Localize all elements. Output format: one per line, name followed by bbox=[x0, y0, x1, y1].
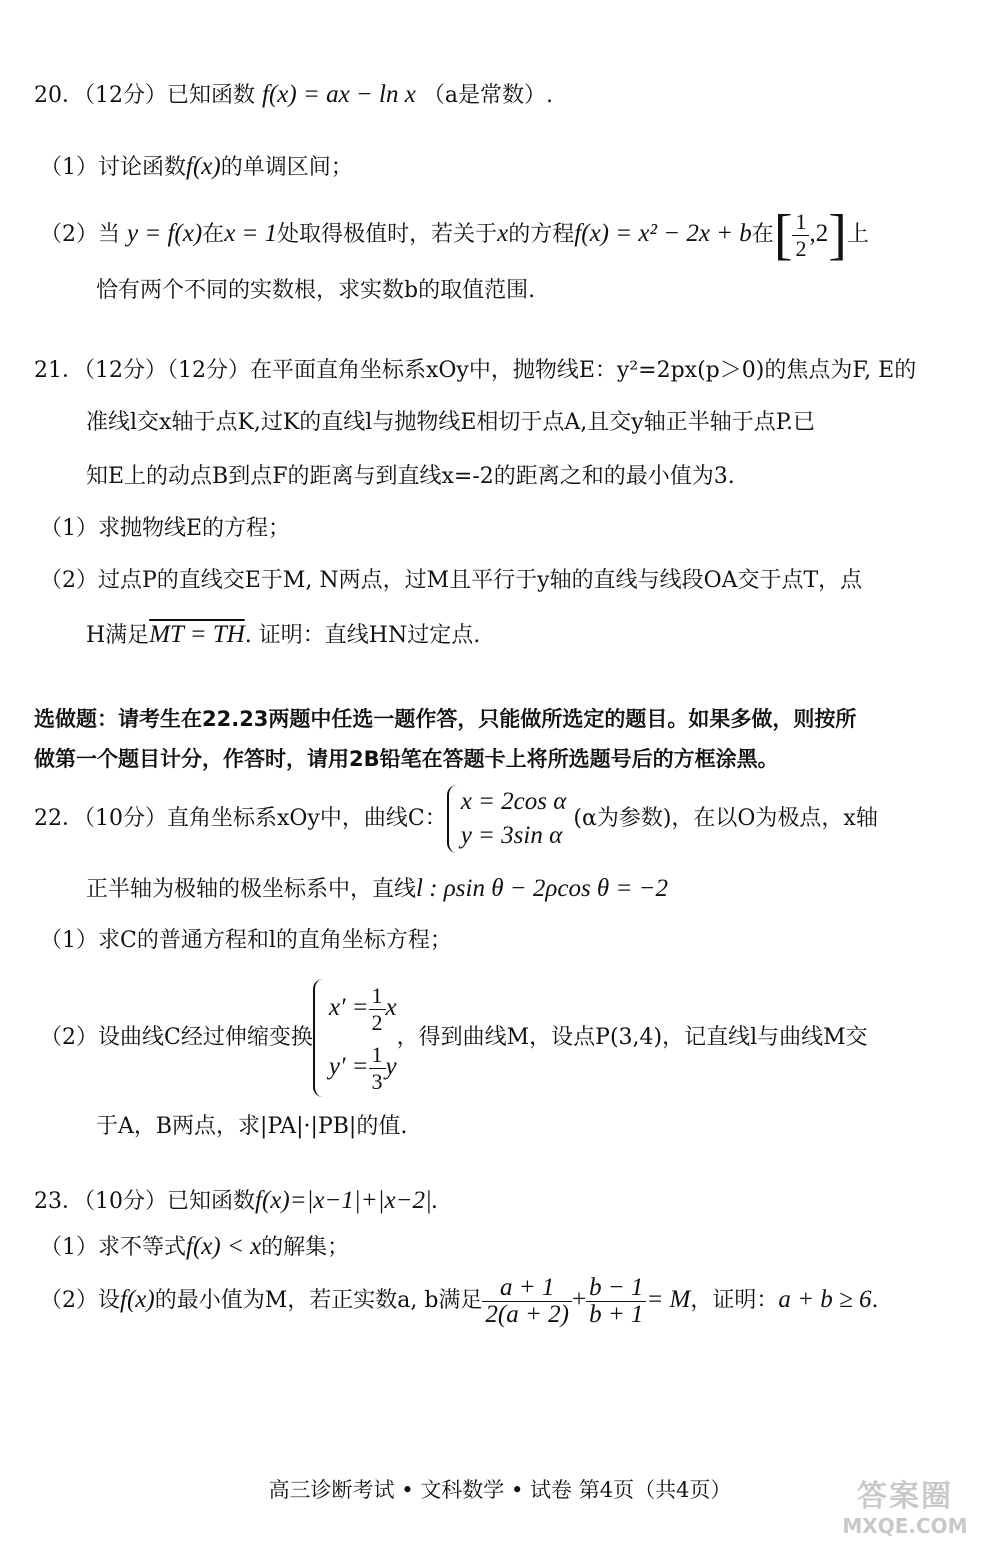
q22-part2-line2: 于A，B两点，求|PA|·|PB|的值. bbox=[96, 1114, 408, 1139]
q21-part2-line2 bbox=[86, 620, 480, 651]
q23-part2: （2）设f(x)的最小值为M，若正实数a, b满足 $\frac{a + 1}{2(a + 2)}$ + $\frac{b - 1}{b + 1}$ = M，证明：a + b ≥ 6. bbox=[40, 1273, 879, 1328]
q23-part1-pre: （1）求不等式 bbox=[40, 1235, 186, 1260]
interval-fraction: $\frac{1}{2}$ bbox=[792, 209, 809, 262]
watermark-logo bbox=[830, 1480, 980, 1542]
q20-part1-post: 的单调区间； bbox=[220, 155, 353, 180]
fraction-2: $\frac{b - 1}{b + 1}$ bbox=[586, 1275, 646, 1328]
q23-function: f(x)=|x−1|+|x−2|. bbox=[255, 1187, 439, 1214]
watermark-top: 答案圈 bbox=[857, 1479, 953, 1514]
q23-head: 23．（10分）已知函数 bbox=[34, 1189, 255, 1214]
elective-line1: 选做题：请考生在22.23两题中任选一题作答，只能做所选定的题目。如果多做，则按所 bbox=[34, 707, 857, 731]
equals-m: = M bbox=[646, 1286, 691, 1313]
q20-part2-mid2: 处取得极值时，若关于 bbox=[277, 222, 498, 247]
q20-part2-x: x bbox=[497, 220, 509, 247]
q21-vector-equation: MT = TH bbox=[149, 621, 245, 648]
curve-c-system bbox=[447, 785, 567, 853]
q20-part2-mid3: 的方程 bbox=[508, 222, 575, 247]
left-brace bbox=[447, 785, 459, 853]
q22-part1: （1）求C的普通方程和l的直角坐标方程； bbox=[40, 928, 452, 953]
right-bracket: ] bbox=[828, 204, 847, 266]
q21-part2-line1: （2）过点P的直线交E于M, N两点，过M且平行于y轴的直线与线段OA交于点T，点 bbox=[40, 568, 863, 593]
q23-inequality: f(x) < x bbox=[186, 1233, 262, 1260]
q20-part2-mid1: 在 bbox=[202, 222, 225, 247]
left-bracket: [ bbox=[773, 204, 793, 266]
q23-part1-post: 的解集； bbox=[261, 1235, 350, 1260]
q21-part2-post: . 证明：直线HN过定点. bbox=[244, 623, 481, 648]
q20-function: f(x) = ax − ln x bbox=[262, 81, 416, 108]
transform-row-1: x′ = $\frac{1}{2}$ x bbox=[328, 982, 397, 1035]
system-row-2: y = 3sin α bbox=[460, 822, 563, 849]
q20-part1 bbox=[40, 152, 353, 183]
q22-part2-post: ，得到曲线M，设点P(3,4)，记直线l与曲线M交 bbox=[396, 1025, 868, 1050]
q21-part1: （1）求抛物线E的方程； bbox=[40, 516, 291, 541]
q22-part2 bbox=[40, 978, 868, 1098]
q23-part2-post: ，证明： bbox=[690, 1288, 779, 1313]
q22-line2-pre: 正半轴为极轴的极坐标系中，直线 bbox=[86, 877, 417, 902]
interval-right: ,2 bbox=[809, 220, 829, 247]
q22-line2 bbox=[86, 874, 668, 905]
q21-line3: 知E上的动点B到点F的距离与到直线x=-2的距离之和的最小值为3. bbox=[86, 464, 735, 489]
q20-part2-post: 上 bbox=[846, 222, 869, 247]
q21-line1: 21．（12分）（12分）在平面直角坐标系xOy中，抛物线E：y²=2px(p＞0)的焦点为F, E的 bbox=[34, 358, 917, 383]
q20-statement bbox=[34, 80, 553, 111]
q20-part2-pre: （2）当 bbox=[40, 222, 120, 247]
q23-conclusion: a + b ≥ 6 bbox=[778, 1286, 872, 1313]
watermark-bottom: MXQE.COM bbox=[842, 1514, 968, 1538]
fraction-1: $\frac{a + 1}{2(a + 2)}$ bbox=[482, 1275, 572, 1328]
q23-part2-pre: （2）设 bbox=[40, 1288, 120, 1313]
q22-statement bbox=[34, 782, 878, 856]
q23-part2-f: f(x) bbox=[120, 1286, 155, 1313]
q21-part2-pre: H满足 bbox=[86, 623, 150, 648]
q20-part2-mid4: 在 bbox=[751, 222, 774, 247]
q20-part2-y: y = f(x) bbox=[127, 220, 203, 247]
q20-part1-f: f(x) bbox=[186, 153, 221, 180]
q23-part1 bbox=[40, 1232, 349, 1263]
q20-part2 bbox=[40, 204, 869, 265]
q20-part2-equation: f(x) = x² − 2x + b bbox=[574, 220, 752, 247]
q22-polar-line: l : ρsin θ − 2ρcos θ = −2 bbox=[416, 875, 668, 902]
q21-line2: 准线l交x轴于点K,过K的直线l与抛物线E相切于点A,且交y轴正半轴于点P.已 bbox=[86, 410, 816, 435]
system-row-1: x = 2cos α bbox=[460, 788, 567, 815]
transform-system bbox=[313, 979, 397, 1097]
q20-part2-line2: 恰有两个不同的实数根，求实数b的取值范围. bbox=[96, 278, 536, 303]
elective-line2: 做第一个题目计分，作答时，请用2B铅笔在答题卡上将所选题号后的方框涂黑。 bbox=[34, 747, 779, 771]
q20-paren: （a是常数）. bbox=[422, 83, 553, 108]
q22-head: 22．（10分）直角坐标系xOy中，曲线C： bbox=[34, 806, 447, 831]
q23-part2-mid: 的最小值为M，若正实数a, b满足 bbox=[154, 1288, 483, 1313]
q23-statement bbox=[34, 1186, 438, 1217]
q22-part2-pre: （2）设曲线C经过伸缩变换 bbox=[40, 1025, 313, 1050]
page-footer: 高三诊断考试 • 文科数学 • 试卷 第4页（共4页） bbox=[268, 1478, 732, 1502]
q22-param: (α为参数)，在以O为极点，x轴 bbox=[573, 806, 878, 831]
plus-sign: + bbox=[571, 1286, 587, 1313]
q20-part2-x1: x = 1 bbox=[224, 220, 278, 247]
q20-part1-pre: （1）讨论函数 bbox=[40, 155, 186, 180]
left-brace bbox=[313, 979, 325, 1097]
transform-row-2: y′ = $\frac{1}{3}$ y bbox=[328, 1041, 397, 1094]
q20-head: 20．（12分）已知函数 bbox=[34, 83, 255, 108]
